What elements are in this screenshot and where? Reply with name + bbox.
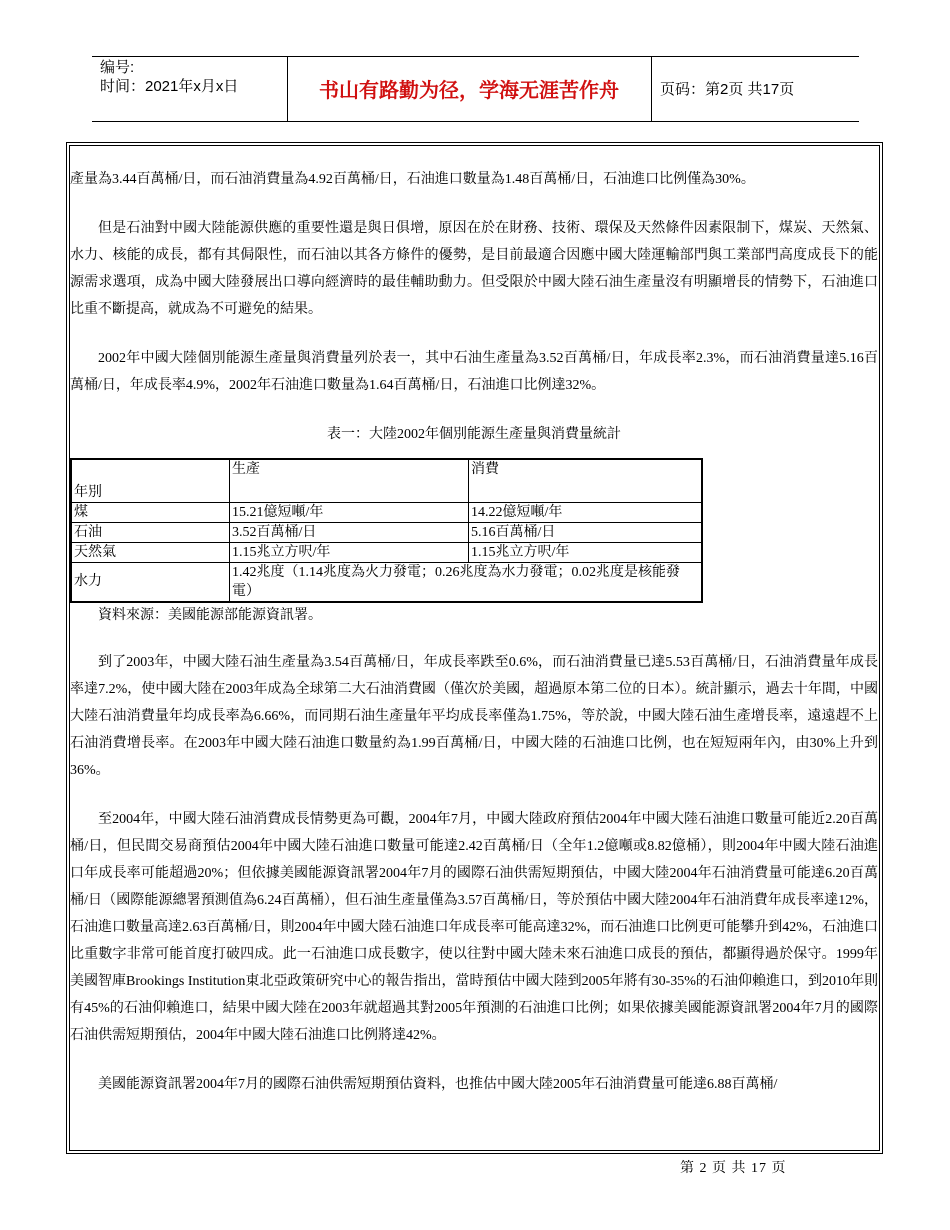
table-cell: 1.15兆立方呎/年 bbox=[469, 542, 703, 562]
footer-page-number: 第 2 页 共 17 页 bbox=[680, 1161, 787, 1176]
header-motto: 书山有路勤为径，学海无涯苦作舟 bbox=[319, 78, 619, 102]
table-cell: 15.21億短噸/年 bbox=[230, 502, 469, 522]
table-cell: 水力 bbox=[71, 562, 230, 602]
table-row bbox=[71, 542, 702, 562]
header-meta bbox=[100, 58, 238, 96]
paragraph-6: 美國能源資訊署2004年7月的國際石油供需短期預估資料，也推估中國大陸2005年石油消費量可能達6.88百萬桶/ bbox=[98, 1076, 778, 1092]
table-row bbox=[71, 562, 702, 602]
table-header-cell: 消費 bbox=[469, 459, 703, 502]
header-divider-right bbox=[651, 56, 652, 121]
table-cell: 天然氣 bbox=[71, 542, 230, 562]
table-header-row bbox=[71, 459, 702, 502]
table-cell: 1.42兆度（1.14兆度為火力發電；0.26兆度為水力發電；0.02兆度是核能發電） bbox=[230, 562, 703, 602]
table-row bbox=[71, 522, 702, 542]
table-cell: 5.16百萬桶/日 bbox=[469, 522, 703, 542]
paragraph-3: 2002年中國大陸個別能源生產量與消費量列於表一，其中石油生產量為3.52百萬桶/日，年成長率2.3%，而石油消費量達5.16百萬桶/日，年成長率4.9%，2002年石油進口數量為1.64百萬桶/日，石油進口比例達32%。 bbox=[70, 351, 878, 393]
doc-time-label: 时间：2021年x月x日 bbox=[100, 78, 239, 95]
paragraph-4: 到了2003年，中國大陸石油生產量為3.54百萬桶/日，年成長率跌至0.6%，而石油消費量已達5.53百萬桶/日，石油消費量年成長率達7.2%，使中國大陸在2003年成為全球第二大石油消費國（僅次於美國，超過原本第二位的日本）。統計顯示，過去十年間，中國大陸石油消費量年均成長率為6.66%，而同期石油生產量年平均成長率僅為1.75%，等於說，中國大陸石油生產增長率，遠遠趕不上石油消費增長率。在2003年中國大陸石油進口數量約為1.99百萬桶/日，中國大陸的石油進口比例，也在短短兩年內，由30%上升到36%。 bbox=[70, 654, 878, 778]
table-cell: 煤 bbox=[71, 502, 230, 522]
paragraph-5: 至2004年，中國大陸石油消費成長情勢更為可觀，2004年7月，中國大陸政府預估2004年中國大陸石油進口數量可能近2.20百萬桶/日，但民間交易商預估2004年中國大陸石油進口數量可能達2.42百萬桶/日（全年1.2億噸或8.82億桶），則2004年中國大陸石油進口年成長率可能超過20%；但依據美國能源資訊署2004年7月的國際石油供需短期預估，中國大陸2004年石油消費量可能達6.20百萬桶/日（國際能源總署預測值為6.24百萬桶），但石油生產量僅為3.57百萬桶/日，等於預估中國大陸2004年石油消費年成長率達12%，石油進口數量高達2.63百萬桶/日，則2004年中國大陸石油進口年成長率可能高達32%，而石油進口比例更可能攀升到42%，石油進口比重數字非常可能首度打破四成。此一石油進口成長數字，使以往對中國大陸未來石油進口成長的預估，都顯得過於保守。1999年美國智庫Brookings Institution東北亞政策研究中心的報告指出，當時預估中國大陸到2005年將有30-35%的石油仰賴進口，到2010年則有45%的石油仰賴進口，結果中國大陸在2003年就超過其對2005年預測的石油進口比例；如果依據美國能源資訊署2004年7月的國際石油供需短期預估，2004年中國大陸石油進口比例將達42%。 bbox=[70, 811, 878, 1043]
table-source: 資料來源：美國能源部能源資訊署。 bbox=[98, 607, 322, 623]
table-cell: 1.15兆立方呎/年 bbox=[230, 542, 469, 562]
table-header-cell: 年別 bbox=[71, 459, 230, 502]
document-body bbox=[70, 166, 878, 1098]
table-caption: 表一：大陸2002年個別能源生產量與消費量統計 bbox=[327, 427, 621, 442]
paragraph-1: 產量為3.44百萬桶/日，而石油消費量為4.92百萬桶/日，石油進口數量為1.48百萬桶/日，石油進口比例僅為30%。 bbox=[70, 172, 755, 187]
table-header-cell: 生產 bbox=[230, 459, 469, 502]
header-page-number: 页码：第2页 共17页 bbox=[660, 81, 795, 98]
table-cell: 14.22億短噸/年 bbox=[469, 502, 703, 522]
energy-table bbox=[70, 458, 703, 603]
header-bottom-rule bbox=[92, 121, 859, 122]
table-cell: 3.52百萬桶/日 bbox=[230, 522, 469, 542]
table-row bbox=[71, 502, 702, 522]
paragraph-2: 但是石油對中國大陸能源供應的重要性還是與日俱增，原因在於在財務、技術、環保及天然條件因素限制下，煤炭、天然氣、水力、核能的成長，都有其侷限性，而石油以其各方條件的優勢，是目前最適合因應中國大陸運輸部門與工業部門高度成長下的能源需求選項，成為中國大陸發展出口導向經濟時的最佳輔助動力。但受限於中國大陸石油生產量沒有明顯增長的情勢下，石油進口比重不斷提高，就成為不可避免的結果。 bbox=[70, 221, 878, 317]
table-cell: 石油 bbox=[71, 522, 230, 542]
doc-number-label: 编号: bbox=[100, 59, 135, 76]
